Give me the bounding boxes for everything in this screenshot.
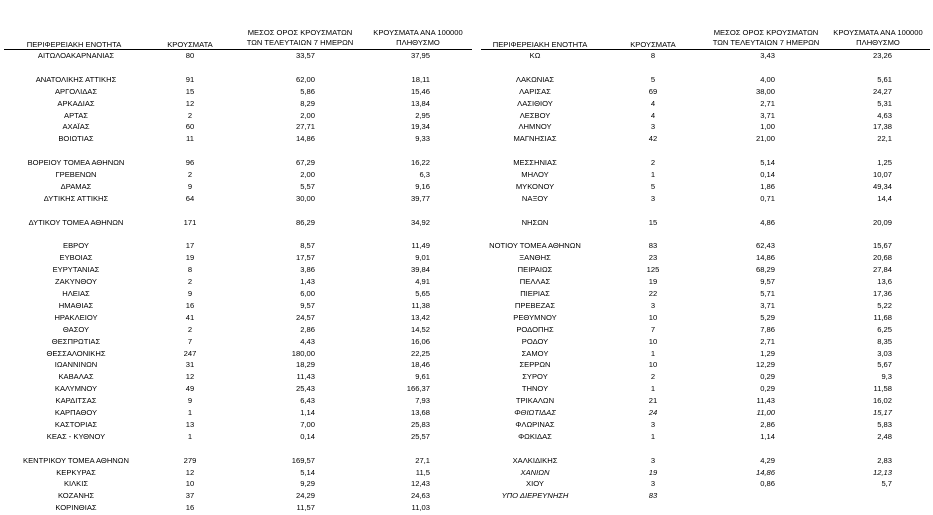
- left-row-5-region: ΑΡΤΑΣ: [64, 110, 88, 120]
- left-row-7-cases: 11: [186, 134, 194, 144]
- left-row-28-avg: 25,43: [295, 384, 315, 394]
- right-row-31-cases: 3: [650, 419, 656, 429]
- right-header-avg-line1: ΜΕΣΟΣ ΟΡΟΣ ΚΡΟΥΣΜΑΤΩΝ: [713, 28, 819, 37]
- right-header-cases: ΚΡΟΥΣΜΑΤΑ: [630, 40, 676, 49]
- right-row-35-per100k: 12,13: [872, 467, 892, 477]
- right-row-16-cases: 83: [648, 241, 658, 251]
- left-row-10-region: ΓΡΕΒΕΝΩΝ: [55, 170, 97, 179]
- right-row-35-cases: 19: [648, 467, 658, 477]
- left-row-3-avg: 5,86: [300, 86, 315, 96]
- left-row-30-avg: 1,14: [300, 408, 315, 417]
- left-row-23-cases: 2: [187, 324, 193, 334]
- right-row-18-per100k: 27,84: [872, 265, 892, 275]
- right-row-3-per100k: 24,27: [872, 86, 892, 96]
- right-row-5-per100k: 4,63: [877, 110, 892, 120]
- right-row-17-per100k: 20,68: [872, 253, 892, 263]
- left-row-2-region: ΑΝΑΤΟΛΙΚΗΣ ΑΤΤΙΚΗΣ: [35, 74, 117, 84]
- left-row-7-avg: 14,86: [295, 134, 315, 144]
- left-row-18-cases: 8: [187, 265, 193, 275]
- left-row-19-cases: 2: [187, 277, 193, 287]
- right-row-32-cases: 1: [650, 431, 656, 441]
- right-row-2-per100k: 5,61: [877, 74, 892, 84]
- left-row-14-region: ΔΥΤΙΚΟΥ ΤΟΜΕΑ ΑΘΗΝΩΝ: [28, 217, 124, 227]
- left-row-9-region: ΒΟΡΕΙΟΥ ΤΟΜΕΑ ΑΘΗΝΩΝ: [27, 158, 125, 168]
- right-row-16-per100k: 15,67: [872, 241, 892, 251]
- right-row-34-avg: 4,29: [760, 455, 775, 465]
- right-row-22-cases: 10: [648, 312, 658, 322]
- left-row-0-per100k: 37,95: [410, 51, 430, 60]
- right-row-31-region: ΦΛΩΡΙΝΑΣ: [515, 419, 555, 429]
- right-row-21-avg: 3,71: [760, 300, 775, 310]
- right-row-17-cases: 23: [648, 253, 658, 263]
- left-row-36-avg: 9,29: [300, 479, 315, 489]
- left-row-27-per100k: 9,61: [415, 372, 430, 382]
- right-row-5-region: ΛΕΣΒΟΥ: [519, 110, 551, 120]
- left-row-10-cases: 2: [187, 170, 193, 179]
- right-row-29-avg: 11,43: [756, 396, 775, 406]
- right-row-10-cases: 1: [650, 170, 656, 179]
- left-row-5-per100k: 2,95: [415, 110, 430, 120]
- left-header-cases: ΚΡΟΥΣΜΑΤΑ: [167, 40, 213, 49]
- left-row-31-per100k: 25,83: [410, 419, 430, 429]
- left-row-4-per100k: 13,84: [410, 98, 430, 108]
- right-row-11-region: ΜΥΚΟΝΟΥ: [515, 181, 555, 191]
- right-row-0-per100k: 23,26: [872, 51, 892, 60]
- right-row-24-per100k: 8,35: [877, 336, 892, 346]
- left-row-27-avg: 11,43: [296, 372, 315, 382]
- left-row-0-cases: 80: [185, 51, 195, 60]
- right-row-25-per100k: 3,03: [877, 348, 892, 358]
- right-row-29-per100k: 16,02: [872, 396, 892, 406]
- right-row-3-region: ΛΑΡΙΣΑΣ: [519, 86, 551, 96]
- right-row-36-per100k: 5,7: [881, 479, 892, 489]
- left-row-22-cases: 41: [185, 312, 195, 322]
- right-row-20-region: ΠΙΕΡΙΑΣ: [520, 289, 550, 298]
- left-header-rule: [4, 49, 472, 50]
- left-header-per100k-line2: ΠΛΗΘΥΣΜΟ: [396, 38, 440, 47]
- right-header-per100k-line1: ΚΡΟΥΣΜΑΤΑ ΑΝΑ 100000: [833, 28, 923, 37]
- right-row-35-avg: 14,86: [755, 467, 775, 477]
- left-row-3-cases: 15: [185, 86, 195, 96]
- right-row-31-per100k: 5,83: [877, 419, 892, 429]
- left-row-9-per100k: 16,22: [410, 158, 430, 168]
- right-row-36-cases: 3: [650, 479, 656, 489]
- right-row-23-region: ΡΟΔΟΠΗΣ: [516, 324, 554, 334]
- left-row-14-per100k: 34,92: [410, 217, 430, 227]
- left-row-0-region: ΑΙΤΩΛΟΑΚΑΡΝΑΝΙΑΣ: [37, 51, 115, 60]
- left-row-30-region: ΚΑΡΠΑΘΟΥ: [54, 408, 98, 417]
- right-row-30-per100k: 15,17: [872, 408, 892, 417]
- left-row-17-per100k: 9,01: [415, 253, 430, 263]
- left-row-22-region: ΗΡΑΚΛΕΙΟΥ: [54, 312, 98, 322]
- right-row-17-avg: 14,86: [755, 253, 775, 263]
- right-row-18-cases: 125: [646, 265, 660, 275]
- left-row-26-cases: 31: [185, 360, 195, 370]
- left-row-29-cases: 9: [187, 396, 193, 406]
- right-row-10-avg: 0,14: [760, 170, 775, 179]
- left-row-31-region: ΚΑΣΤΟΡΙΑΣ: [54, 419, 98, 429]
- right-row-12-region: ΝΑΞΟΥ: [521, 193, 549, 203]
- left-row-26-avg: 18,29: [295, 360, 315, 370]
- right-row-5-cases: 4: [650, 110, 656, 120]
- left-row-19-avg: 1,43: [300, 277, 315, 287]
- left-row-34-region: ΚΕΝΤΡΙΚΟΥ ΤΟΜΕΑ ΑΘΗΝΩΝ: [23, 455, 129, 465]
- left-row-29-avg: 6,43: [300, 396, 315, 406]
- right-row-27-region: ΣΥΡΟΥ: [522, 372, 548, 382]
- left-row-5-avg: 2,00: [300, 110, 315, 120]
- right-row-6-region: ΛΗΜΝΟΥ: [518, 122, 552, 132]
- right-row-20-cases: 22: [648, 289, 658, 298]
- right-row-28-avg: 0,29: [760, 384, 775, 394]
- left-row-2-avg: 62,00: [295, 74, 315, 84]
- right-row-11-per100k: 49,34: [872, 181, 892, 191]
- right-row-30-avg: 11,00: [756, 408, 775, 417]
- left-row-35-cases: 12: [185, 467, 195, 477]
- right-row-34-region: ΧΑΛΚΙΔΙΚΗΣ: [512, 455, 558, 465]
- left-row-30-per100k: 13,68: [410, 408, 430, 417]
- left-row-34-avg: 169,57: [291, 455, 315, 465]
- left-row-37-avg: 24,29: [295, 491, 315, 501]
- right-row-27-per100k: 9,3: [881, 372, 892, 382]
- right-row-23-avg: 7,86: [760, 324, 775, 334]
- right-row-2-cases: 5: [650, 74, 656, 84]
- left-row-26-region: ΙΩΑΝΝΙΝΩΝ: [54, 360, 98, 370]
- left-row-17-cases: 19: [185, 253, 195, 263]
- right-row-20-per100k: 17,36: [872, 289, 892, 298]
- right-row-19-cases: 19: [648, 277, 658, 287]
- left-row-21-cases: 16: [185, 300, 195, 310]
- left-row-38-per100k: 11,03: [411, 503, 430, 513]
- left-row-9-avg: 67,29: [295, 158, 315, 168]
- left-row-24-cases: 7: [187, 336, 193, 346]
- right-row-35-region: ΧΑΝΙΩΝ: [520, 467, 550, 477]
- right-row-6-avg: 1,00: [760, 122, 775, 132]
- left-row-16-region: ΕΒΡΟΥ: [63, 241, 89, 251]
- right-row-6-per100k: 17,38: [872, 122, 892, 132]
- right-row-24-cases: 10: [648, 336, 658, 346]
- right-row-36-avg: 0,86: [760, 479, 775, 489]
- right-row-4-region: ΛΑΣΙΘΙΟΥ: [517, 98, 553, 108]
- left-row-20-cases: 9: [187, 289, 193, 298]
- left-row-30-cases: 1: [187, 408, 193, 417]
- right-row-22-per100k: 11,68: [873, 312, 892, 322]
- left-row-38-region: ΚΟΡΙΝΘΙΑΣ: [55, 503, 97, 513]
- left-row-29-region: ΚΑΡΔΙΤΣΑΣ: [55, 396, 97, 406]
- left-row-11-per100k: 9,16: [415, 181, 430, 191]
- right-header-per100k-line2: ΠΛΗΘΥΣΜΟ: [856, 38, 900, 47]
- left-row-21-avg: 9,57: [300, 300, 315, 310]
- left-row-20-region: ΗΛΕΙΑΣ: [62, 289, 90, 298]
- left-row-29-per100k: 7,93: [415, 396, 430, 406]
- left-row-14-cases: 171: [183, 217, 197, 227]
- right-row-32-region: ΦΩΚΙΔΑΣ: [518, 431, 552, 441]
- right-row-25-cases: 1: [650, 348, 656, 358]
- left-row-19-region: ΖΑΚΥΝΘΟΥ: [55, 277, 97, 287]
- left-row-28-cases: 49: [185, 384, 195, 394]
- left-row-20-per100k: 5,65: [415, 289, 430, 298]
- right-row-26-per100k: 5,67: [877, 360, 892, 370]
- right-row-14-cases: 15: [648, 217, 658, 227]
- left-row-11-region: ΔΡΑΜΑΣ: [60, 181, 92, 191]
- left-row-25-per100k: 22,25: [410, 348, 430, 358]
- right-row-9-cases: 2: [650, 158, 656, 168]
- left-header-avg-line2: ΤΩΝ ΤΕΛΕΥΤΑΙΩΝ 7 ΗΜΕΡΩΝ: [246, 38, 354, 47]
- right-row-4-cases: 4: [650, 98, 656, 108]
- left-row-10-per100k: 6,3: [419, 170, 430, 179]
- right-row-14-avg: 4,86: [760, 217, 775, 227]
- left-row-32-cases: 1: [187, 431, 193, 441]
- right-row-22-avg: 5,29: [760, 312, 775, 322]
- right-header-rule: [481, 49, 930, 50]
- left-row-21-per100k: 11,38: [411, 300, 430, 310]
- left-row-18-avg: 3,86: [300, 265, 315, 275]
- left-row-17-region: ΕΥΒΟΙΑΣ: [59, 253, 93, 263]
- right-row-7-avg: 21,00: [755, 134, 775, 144]
- left-row-4-region: ΑΡΚΑΔΙΑΣ: [57, 98, 95, 108]
- right-header-region: ΠΕΡΙΦΕΡΕΙΑΚΗ ΕΝΟΤΗΤΑ: [492, 40, 588, 49]
- right-row-18-region: ΠΕΙΡΑΙΩΣ: [517, 265, 553, 275]
- right-row-28-per100k: 11,58: [873, 384, 892, 394]
- left-row-35-per100k: 11,5: [415, 467, 430, 477]
- left-row-31-cases: 13: [185, 419, 195, 429]
- right-row-26-avg: 12,29: [755, 360, 775, 370]
- right-row-27-avg: 0,29: [760, 372, 775, 382]
- left-row-31-avg: 7,00: [300, 419, 315, 429]
- right-row-4-avg: 2,71: [760, 98, 775, 108]
- right-row-25-region: ΣΑΜΟΥ: [521, 348, 549, 358]
- right-row-0-avg: 3,43: [760, 51, 775, 60]
- right-row-14-per100k: 20,09: [872, 217, 892, 227]
- right-row-29-cases: 21: [648, 396, 658, 406]
- left-row-38-avg: 11,57: [296, 503, 315, 513]
- right-row-11-cases: 5: [650, 181, 656, 191]
- right-row-19-avg: 9,57: [760, 277, 775, 287]
- left-row-18-region: ΕΥΡΥΤΑΝΙΑΣ: [52, 265, 100, 275]
- right-row-24-region: ΡΟΔΟΥ: [521, 336, 549, 346]
- left-row-25-avg: 180,00: [291, 348, 315, 358]
- left-row-23-avg: 2,86: [300, 324, 315, 334]
- left-row-11-avg: 5,57: [300, 181, 315, 191]
- left-row-17-avg: 17,57: [295, 253, 315, 263]
- right-row-9-region: ΜΕΣΣΗΝΙΑΣ: [513, 158, 557, 168]
- left-row-4-cases: 12: [185, 98, 195, 108]
- left-row-27-region: ΚΑΒΑΛΑΣ: [58, 372, 94, 382]
- right-row-7-region: ΜΑΓΝΗΣΙΑΣ: [513, 134, 557, 144]
- right-row-31-avg: 2,86: [760, 419, 775, 429]
- right-row-30-cases: 24: [648, 408, 658, 417]
- right-row-11-avg: 1,86: [760, 181, 775, 191]
- left-row-37-region: ΚΟΖΑΝΗΣ: [57, 491, 95, 501]
- left-row-26-per100k: 18,46: [410, 360, 430, 370]
- left-row-9-cases: 96: [185, 158, 195, 168]
- left-row-37-cases: 37: [185, 491, 195, 501]
- left-row-32-per100k: 25,57: [410, 431, 430, 441]
- right-row-36-region: ΧΙΟΥ: [526, 479, 544, 489]
- right-row-16-region: ΝΟΤΙΟΥ ΤΟΜΕΑ ΑΘΗΝΩΝ: [489, 241, 581, 251]
- left-row-2-per100k: 18,11: [411, 74, 430, 84]
- right-row-21-cases: 3: [650, 300, 656, 310]
- right-row-2-region: ΛΑΚΩΝΙΑΣ: [515, 74, 555, 84]
- right-row-0-region: ΚΩ: [529, 51, 541, 60]
- right-row-0-cases: 8: [650, 51, 656, 60]
- right-row-32-avg: 1,14: [760, 431, 775, 441]
- left-row-36-region: ΚΙΛΚΙΣ: [63, 479, 89, 489]
- right-row-26-cases: 10: [648, 360, 658, 370]
- left-row-27-cases: 12: [185, 372, 195, 382]
- right-row-34-per100k: 2,83: [877, 455, 892, 465]
- right-row-9-per100k: 1,25: [877, 158, 892, 168]
- right-row-37-cases: 83: [648, 491, 658, 501]
- right-row-7-cases: 42: [648, 134, 658, 144]
- left-row-6-avg: 27,71: [295, 122, 315, 132]
- left-row-6-cases: 60: [185, 122, 195, 132]
- right-row-12-cases: 3: [650, 193, 656, 203]
- left-row-7-per100k: 9,33: [415, 134, 430, 144]
- left-row-37-per100k: 24,63: [410, 491, 430, 501]
- left-row-34-cases: 279: [183, 455, 197, 465]
- right-row-6-cases: 3: [650, 122, 656, 132]
- left-row-4-avg: 8,29: [300, 98, 315, 108]
- left-row-24-per100k: 16,06: [410, 336, 430, 346]
- right-row-25-avg: 1,29: [760, 348, 775, 358]
- left-row-10-avg: 2,00: [300, 170, 315, 179]
- right-row-10-region: ΜΗΛΟΥ: [521, 170, 549, 179]
- left-row-12-per100k: 39,77: [410, 193, 430, 203]
- right-row-3-avg: 38,00: [755, 86, 775, 96]
- right-row-10-per100k: 10,07: [872, 170, 892, 179]
- left-row-19-per100k: 4,91: [415, 277, 430, 287]
- left-row-22-avg: 24,57: [295, 312, 315, 322]
- right-row-28-region: ΤΗΝΟΥ: [521, 384, 549, 394]
- left-row-25-region: ΘΕΣΣΑΛΟΝΙΚΗΣ: [46, 348, 106, 358]
- right-row-27-cases: 2: [650, 372, 656, 382]
- right-row-22-region: ΡΕΘΥΜΝΟΥ: [513, 312, 557, 322]
- right-row-20-avg: 5,71: [760, 289, 775, 298]
- left-row-23-per100k: 14,52: [410, 324, 430, 334]
- left-row-32-avg: 0,14: [300, 431, 315, 441]
- left-row-7-region: ΒΟΙΩΤΙΑΣ: [58, 134, 94, 144]
- right-row-18-avg: 68,29: [755, 265, 775, 275]
- left-row-21-region: ΗΜΑΘΙΑΣ: [58, 300, 94, 310]
- right-row-23-cases: 7: [650, 324, 656, 334]
- left-row-11-cases: 9: [187, 181, 193, 191]
- left-row-28-per100k: 166,37: [406, 384, 430, 394]
- right-row-19-per100k: 13,6: [877, 277, 892, 287]
- right-row-3-cases: 69: [648, 86, 658, 96]
- right-row-21-per100k: 5,22: [877, 300, 892, 310]
- right-row-9-avg: 5,14: [760, 158, 775, 168]
- left-row-0-avg: 33,57: [295, 51, 315, 60]
- left-row-6-region: ΑΧΑΪΑΣ: [62, 122, 90, 132]
- left-row-6-per100k: 19,34: [410, 122, 430, 132]
- left-row-3-region: ΑΡΓΟΛΙΔΑΣ: [54, 86, 98, 96]
- left-row-23-region: ΘΑΣΟΥ: [62, 324, 90, 334]
- left-row-22-per100k: 13,42: [410, 312, 430, 322]
- right-row-32-per100k: 2,48: [877, 431, 892, 441]
- left-row-36-cases: 10: [185, 479, 195, 489]
- left-row-24-region: ΘΕΣΠΡΩΤΙΑΣ: [51, 336, 101, 346]
- left-row-5-cases: 2: [187, 110, 193, 120]
- right-row-34-cases: 3: [650, 455, 656, 465]
- left-row-12-cases: 64: [185, 193, 195, 203]
- right-row-23-per100k: 6,25: [877, 324, 892, 334]
- left-row-28-region: ΚΑΛΥΜΝΟΥ: [54, 384, 98, 394]
- left-row-35-avg: 5,14: [300, 467, 315, 477]
- right-row-5-avg: 3,71: [760, 110, 775, 120]
- right-row-16-avg: 62,43: [755, 241, 775, 251]
- left-row-25-cases: 247: [183, 348, 197, 358]
- right-header-avg-line2: ΤΩΝ ΤΕΛΕΥΤΑΙΩΝ 7 ΗΜΕΡΩΝ: [712, 38, 820, 47]
- left-header-region: ΠΕΡΙΦΕΡΕΙΑΚΗ ΕΝΟΤΗΤΑ: [26, 40, 122, 49]
- right-row-19-region: ΠΕΛΛΑΣ: [519, 277, 551, 287]
- right-row-12-per100k: 14,4: [877, 193, 892, 203]
- right-row-2-avg: 4,00: [760, 74, 775, 84]
- left-row-20-avg: 6,00: [300, 289, 315, 298]
- left-row-34-per100k: 27,1: [415, 455, 430, 465]
- right-row-29-region: ΤΡΙΚΑΛΩΝ: [515, 396, 555, 406]
- left-row-12-region: ΔΥΤΙΚΗΣ ΑΤΤΙΚΗΣ: [43, 193, 109, 203]
- right-row-17-region: ΞΑΝΘΗΣ: [519, 253, 551, 263]
- left-row-36-per100k: 12,43: [410, 479, 430, 489]
- right-row-37-region: ΥΠΟ ΔΙΕΡΕΥΝΗΣΗ: [501, 491, 569, 501]
- left-row-24-avg: 4,43: [300, 336, 315, 346]
- left-header-per100k-line1: ΚΡΟΥΣΜΑΤΑ ΑΝΑ 100000: [373, 28, 463, 37]
- right-row-24-avg: 2,71: [760, 336, 775, 346]
- left-row-32-region: ΚΕΑΣ - ΚΥΘΝΟΥ: [46, 431, 106, 441]
- left-row-16-avg: 8,57: [300, 241, 315, 251]
- left-row-2-cases: 91: [185, 74, 195, 84]
- right-row-4-per100k: 5,31: [877, 98, 892, 108]
- right-row-14-region: ΝΗΣΩΝ: [521, 217, 549, 227]
- right-row-12-avg: 0,71: [760, 193, 775, 203]
- right-row-30-region: ΦΘΙΩΤΙΔΑΣ: [514, 408, 556, 417]
- left-row-16-cases: 17: [185, 241, 195, 251]
- left-row-12-avg: 30,00: [295, 193, 315, 203]
- right-row-26-region: ΣΕΡΡΩΝ: [519, 360, 551, 370]
- left-row-35-region: ΚΕΡΚΥΡΑΣ: [56, 467, 96, 477]
- right-row-21-region: ΠΡΕΒΕΖΑΣ: [514, 300, 556, 310]
- left-row-18-per100k: 39,84: [410, 265, 430, 275]
- left-row-38-cases: 16: [185, 503, 195, 513]
- left-row-16-per100k: 11,49: [411, 241, 430, 251]
- left-row-14-avg: 86,29: [295, 217, 315, 227]
- left-row-3-per100k: 15,46: [410, 86, 430, 96]
- right-row-28-cases: 1: [650, 384, 656, 394]
- left-header-avg-line1: ΜΕΣΟΣ ΟΡΟΣ ΚΡΟΥΣΜΑΤΩΝ: [247, 28, 353, 37]
- right-row-7-per100k: 22,1: [877, 134, 892, 144]
